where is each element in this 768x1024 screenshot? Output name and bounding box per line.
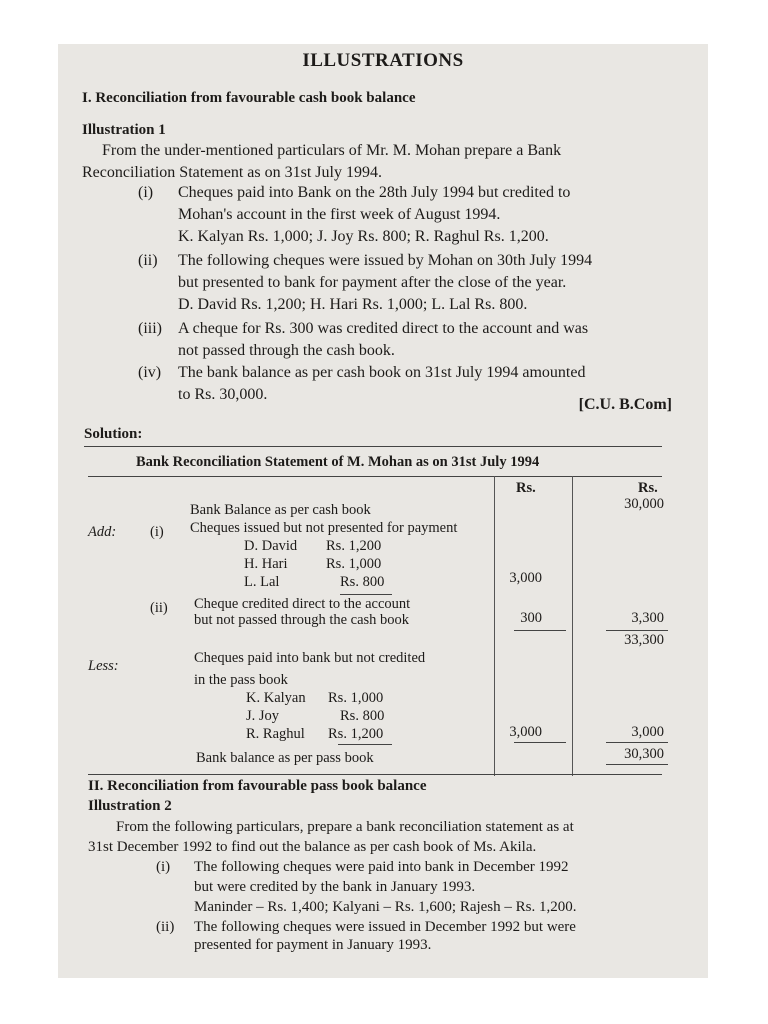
add-item-1-number: (i) [150, 524, 164, 540]
subtotal-rule [338, 744, 392, 745]
solution-label: Solution: [84, 426, 143, 442]
payer-name: K. Kalyan [246, 690, 306, 706]
table-bottom-rule [88, 774, 662, 775]
illustration-2-intro-line2: 31st December 1992 to find out the balance as per cash book of Ms. Akila. [88, 839, 537, 855]
illustration-1-intro-line1: From the under-mentioned particulars of Mr. M. Mohan prepare a Bank [102, 142, 562, 159]
add-item-2-amount: 300 [520, 610, 542, 626]
column-header-rs-1: Rs. [516, 480, 536, 496]
payee-amount: Rs. 1,000 [326, 556, 382, 572]
illustration-2-intro-line1: From the following particulars, prepare a bank reconciliation statement as at [116, 819, 574, 835]
col2-rule [606, 742, 668, 743]
add-item-1-total: 3,000 [509, 570, 542, 586]
closing-double-rule [606, 764, 668, 765]
payer-amount: Rs. 800 [340, 708, 385, 724]
col1-rule [514, 742, 566, 743]
add-item-2-line1: Cheque credited direct to the account [194, 596, 411, 612]
payee-name: D. David [244, 538, 298, 554]
item-line: but presented to bank for payment after the close of the year. [178, 274, 567, 291]
item-line: D. David Rs. 1,200; H. Hari Rs. 1,000; L. Lal Rs. 800. [178, 296, 528, 313]
divider [84, 446, 662, 447]
item-number: (i) [138, 184, 154, 201]
item-line: The following cheques were issued by Mohan on 30th July 1994 [178, 252, 593, 269]
payer-name: J. Joy [246, 708, 280, 724]
item-line: The bank balance as per cash book on 31st July 1994 amounted [178, 364, 586, 381]
closing-amount: 30,300 [624, 746, 664, 762]
item-line: The following cheques were issued in December 1992 but were [194, 919, 576, 935]
add-total: 3,300 [631, 610, 664, 626]
opening-label: Bank Balance as per cash book [190, 502, 371, 518]
payee-amount: Rs. 800 [340, 574, 385, 590]
page-title: ILLUSTRATIONS [302, 50, 464, 71]
payer-name: R. Raghul [246, 726, 305, 742]
item-number: (iii) [138, 320, 162, 337]
col1-rule [514, 630, 566, 631]
column-divider-1 [494, 476, 495, 776]
illustration-2-label: Illustration 2 [88, 798, 172, 814]
column-divider-2 [572, 476, 573, 776]
item-number: (ii) [156, 919, 175, 935]
item-line: Mohan's account in the first week of August 1994. [178, 206, 501, 223]
item-line: A cheque for Rs. 300 was credited direct to the account and was [178, 320, 589, 337]
less-total-col2: 3,000 [631, 724, 664, 740]
less-line1: Cheques paid into bank but not credited [194, 650, 426, 666]
statement-heading: Bank Reconciliation Statement of M. Mohan as on 31st July 1994 [136, 454, 540, 470]
payee-name: H. Hari [244, 556, 288, 572]
opening-amount: 30,000 [624, 496, 664, 512]
section-heading-2: II. Reconciliation from favourable pass book balance [88, 778, 427, 794]
item-line: Maninder – Rs. 1,400; Kalyani – Rs. 1,600; Rajesh – Rs. 1,200. [194, 899, 577, 915]
item-line: The following cheques were paid into bank in December 1992 [194, 859, 569, 875]
less-total-col1: 3,000 [509, 724, 542, 740]
add-item-2-line2: but not passed through the cash book [194, 612, 410, 628]
item-line: K. Kalyan Rs. 1,000; J. Joy Rs. 800; R. Raghul Rs. 1,200. [178, 228, 549, 245]
col2-rule [606, 630, 668, 631]
payer-amount: Rs. 1,000 [328, 690, 384, 706]
payee-amount: Rs. 1,200 [326, 538, 382, 554]
illustration-1-intro-line2: Reconciliation Statement as on 31st July 1994. [82, 164, 382, 181]
item-line: to Rs. 30,000. [178, 386, 268, 403]
add-item-2-number: (ii) [150, 600, 168, 616]
add-label: Add: [88, 524, 117, 540]
section-heading-1: I. Reconciliation from favourable cash book balance [82, 90, 416, 106]
add-item-1-text: Cheques issued but not presented for payment [190, 520, 458, 536]
book-page [58, 44, 708, 978]
payee-name: L. Lal [244, 574, 280, 590]
subtotal-amount: 33,300 [624, 632, 664, 648]
item-number: (i) [156, 859, 171, 875]
column-header-rs-2: Rs. [638, 480, 658, 496]
source-tag: [C.U. B.Com] [578, 396, 672, 413]
item-line: not passed through the cash book. [178, 342, 395, 359]
item-line: presented for payment in January 1993. [194, 937, 432, 953]
less-line2: in the pass book [194, 672, 288, 688]
closing-label: Bank balance as per pass book [196, 750, 374, 766]
less-label: Less: [88, 658, 119, 674]
subtotal-rule [340, 594, 392, 595]
item-line: Cheques paid into Bank on the 28th July 1994 but credited to [178, 184, 571, 201]
payer-amount: Rs. 1,200 [328, 726, 384, 742]
illustration-1-label: Illustration 1 [82, 122, 166, 138]
table-top-rule [88, 476, 662, 477]
item-line: but were credited by the bank in January 1993. [194, 879, 476, 895]
item-number: (iv) [138, 364, 162, 381]
item-number: (ii) [138, 252, 158, 269]
